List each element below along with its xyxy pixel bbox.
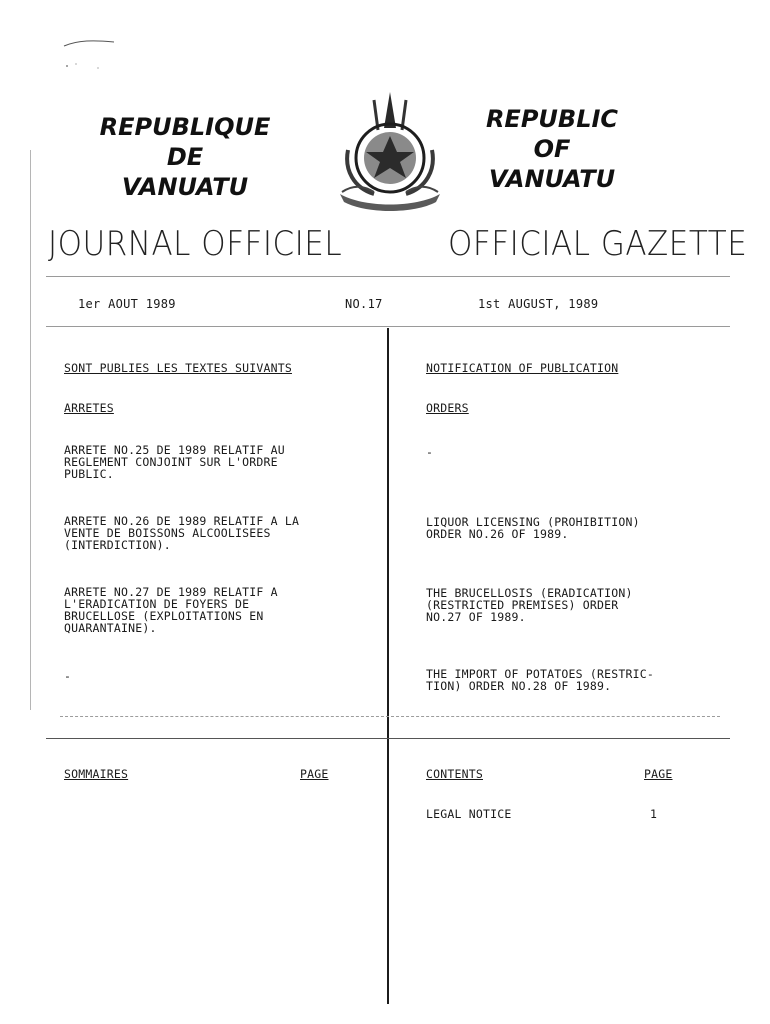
french-title-line: REPUBLIQUE: [99, 113, 271, 141]
order-item-english: THE BRUCELLOSIS (ERADICATION) (RESTRICTED PREMISES) ORDER NO.27 OF 1989.: [426, 586, 633, 624]
pen-mark: [60, 38, 120, 78]
publications-heading-french: SONT PUBLIES LES TEXTES SUIVANTS: [64, 361, 292, 375]
english-title-line: OF: [533, 135, 571, 163]
journal-officiel-title: JOURNAL OFFICIEL: [48, 224, 343, 264]
english-title-line: REPUBLIC: [485, 105, 619, 133]
date-french: 1er AOUT 1989: [78, 297, 176, 311]
sommaires-heading: SOMMAIRES: [64, 767, 129, 781]
orders-heading-english: ORDERS: [426, 401, 469, 415]
order-item-english: THE IMPORT OF POTATOES (RESTRIC- TION) ORDER NO.28 OF 1989.: [426, 667, 654, 693]
french-title-line: DE: [166, 143, 204, 171]
order-item-english: LIQUOR LICENSING (PROHIBITION) ORDER NO.26 OF 1989.: [426, 515, 640, 541]
order-item-french: ARRETE NO.27 DE 1989 RELATIF A L'ERADICATION DE FOYERS DE BRUCELLOSE (EXPLOITATIONS EN QUARANTAINE).: [64, 585, 278, 635]
divider: [46, 738, 730, 739]
contents-row-title: LEGAL NOTICE: [426, 807, 512, 821]
left-margin-line: [30, 150, 31, 710]
page-label-french: PAGE: [300, 767, 329, 781]
order-item-french: ARRETE NO.25 DE 1989 RELATIF AU REGLEMENT CONJOINT SUR L'ORDRE PUBLIC.: [64, 443, 285, 481]
french-title-line: VANUATU: [121, 173, 249, 201]
english-title-line: VANUATU: [488, 165, 616, 193]
date-english: 1st AUGUST, 1989: [478, 297, 599, 311]
publications-heading-english: NOTIFICATION OF PUBLICATION: [426, 361, 619, 375]
divider: [46, 276, 730, 277]
dashed-divider: [60, 716, 720, 717]
gazette-number: NO.17: [345, 297, 383, 311]
order-item-english: -: [426, 445, 434, 459]
orders-heading-french: ARRETES: [64, 401, 114, 415]
header-french-title: [65, 112, 305, 202]
header-english-title: [432, 104, 672, 194]
vanuatu-coat-of-arms-emblem: [334, 90, 446, 218]
contents-heading: CONTENTS: [426, 767, 483, 781]
contents-row-page: 1: [650, 807, 658, 821]
official-gazette-title: OFFICIAL GAZETTE: [448, 224, 748, 264]
page-label-english: PAGE: [644, 767, 673, 781]
order-item-french: -: [64, 669, 72, 683]
column-divider: [387, 328, 389, 1004]
order-item-french: ARRETE NO.26 DE 1989 RELATIF A LA VENTE DE BOISSONS ALCOOLISEES (INTERDICTION).: [64, 514, 300, 552]
divider: [46, 326, 730, 327]
